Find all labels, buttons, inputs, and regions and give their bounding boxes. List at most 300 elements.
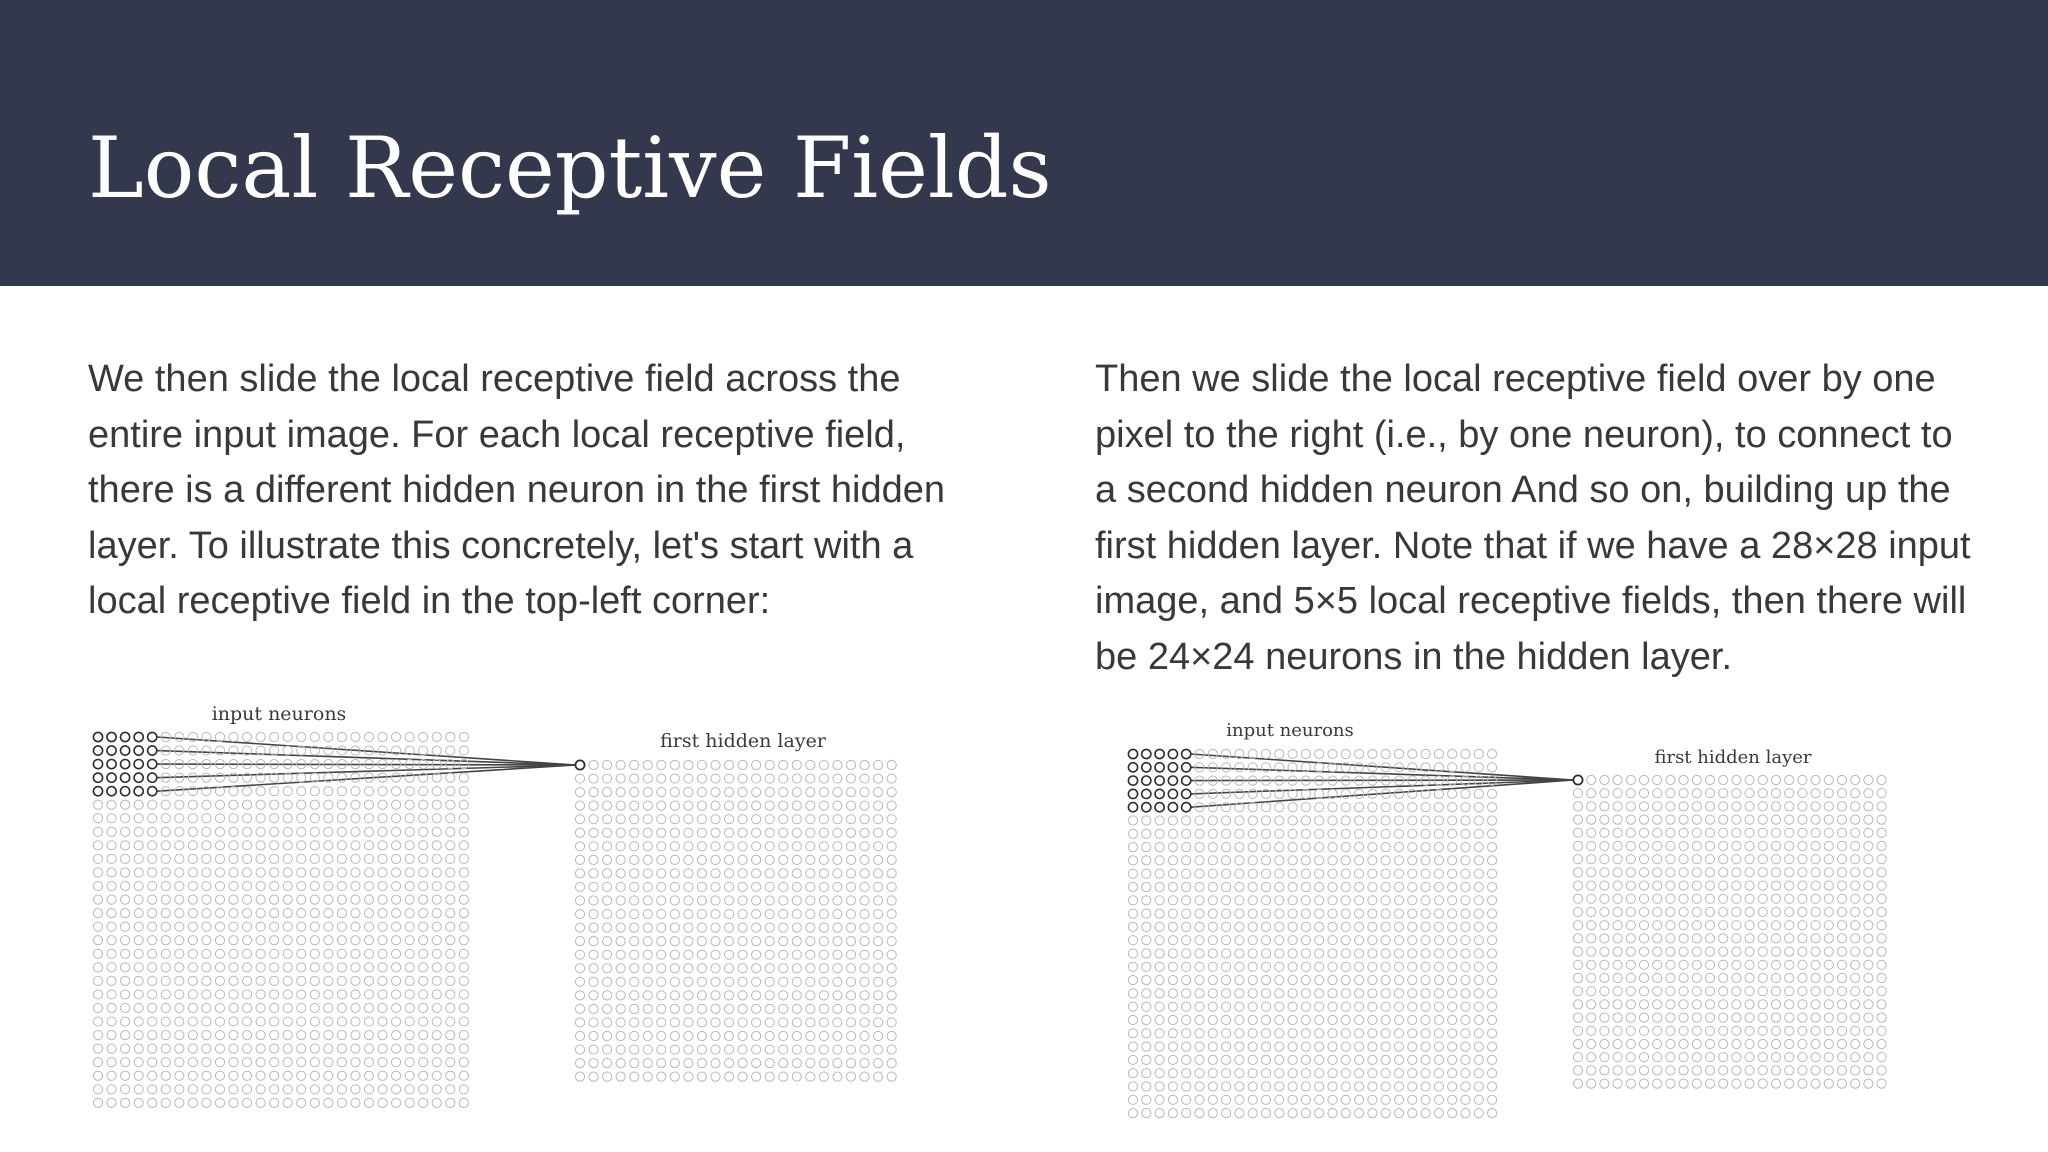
receptive-field-neuron — [1142, 763, 1151, 772]
hidden-neuron — [1573, 987, 1582, 996]
hidden-neuron — [1771, 934, 1780, 943]
hidden-neuron — [630, 774, 639, 783]
input-neuron — [270, 1098, 279, 1107]
hidden-neuron — [765, 1004, 774, 1013]
hidden-neuron — [684, 855, 693, 864]
hidden-neuron — [670, 950, 679, 959]
input-neuron — [1448, 829, 1457, 838]
input-neuron — [459, 1071, 468, 1080]
input-neuron — [229, 1085, 238, 1094]
hidden-neuron — [670, 828, 679, 837]
hidden-neuron — [575, 855, 584, 864]
input-neuron — [1288, 1109, 1297, 1118]
input-neuron — [324, 949, 333, 958]
hidden-neuron — [1587, 894, 1596, 903]
input-neuron — [1195, 922, 1204, 931]
hidden-neuron — [1705, 881, 1714, 890]
hidden-neuron — [846, 896, 855, 905]
hidden-neuron — [738, 964, 747, 973]
input-neuron — [1142, 1069, 1151, 1078]
hidden-neuron — [1626, 907, 1635, 916]
input-neuron — [175, 895, 184, 904]
hidden-neuron — [1745, 987, 1754, 996]
input-neuron — [351, 827, 360, 836]
hidden-neuron — [1600, 815, 1609, 824]
input-neuron — [1381, 1082, 1390, 1091]
hidden-neuron — [1679, 802, 1688, 811]
input-neuron — [107, 1098, 116, 1107]
input-neuron — [1168, 816, 1177, 825]
receptive-field-neuron — [107, 760, 116, 769]
input-neuron — [1341, 1002, 1350, 1011]
hidden-neuron — [1626, 775, 1635, 784]
hidden-neuron — [874, 842, 883, 851]
input-neuron — [1275, 896, 1284, 905]
input-neuron — [1408, 1055, 1417, 1064]
input-neuron — [351, 800, 360, 809]
hidden-neuron — [874, 1072, 883, 1081]
input-neuron — [337, 949, 346, 958]
input-neuron — [1248, 803, 1257, 812]
input-neuron — [148, 936, 157, 945]
input-neuron — [432, 881, 441, 890]
input-neuron — [1128, 1015, 1137, 1024]
hidden-neuron — [1877, 1053, 1886, 1062]
input-neuron — [93, 800, 102, 809]
hidden-neuron — [1851, 907, 1860, 916]
hidden-neuron — [1600, 1053, 1609, 1062]
hidden-neuron — [738, 855, 747, 864]
input-neuron — [1288, 1055, 1297, 1064]
hidden-neuron — [819, 1004, 828, 1013]
hidden-neuron — [575, 828, 584, 837]
hidden-neuron — [752, 937, 761, 946]
hidden-neuron — [874, 1004, 883, 1013]
input-neuron — [1248, 922, 1257, 931]
hidden-neuron — [1679, 841, 1688, 850]
hidden-neuron — [697, 801, 706, 810]
hidden-neuron — [752, 774, 761, 783]
input-neuron — [121, 1031, 130, 1040]
hidden-neuron — [575, 937, 584, 946]
hidden-neuron — [1666, 789, 1675, 798]
input-neuron — [1168, 1082, 1177, 1091]
input-neuron — [446, 881, 455, 890]
input-neuron — [1474, 1029, 1483, 1038]
hidden-neuron — [1745, 1053, 1754, 1062]
hidden-neuron — [792, 788, 801, 797]
input-neuron — [161, 841, 170, 850]
hidden-neuron — [1851, 947, 1860, 956]
input-neuron — [364, 881, 373, 890]
hidden-neuron — [887, 909, 896, 918]
input-neuron — [229, 963, 238, 972]
hidden-neuron — [1679, 828, 1688, 837]
input-neuron — [1235, 1069, 1244, 1078]
input-neuron — [1248, 856, 1257, 865]
input-neuron — [337, 787, 346, 796]
input-neuron — [378, 1071, 387, 1080]
input-neuron — [1235, 922, 1244, 931]
hidden-neuron — [1745, 841, 1754, 850]
hidden-neuron — [1666, 802, 1675, 811]
hidden-neuron — [1758, 960, 1767, 969]
input-neuron — [297, 881, 306, 890]
input-neuron — [364, 922, 373, 931]
hidden-neuron — [738, 1045, 747, 1054]
input-neuron — [161, 976, 170, 985]
hidden-neuron — [1798, 828, 1807, 837]
hidden-neuron — [589, 909, 598, 918]
input-neuron — [1328, 936, 1337, 945]
input-neuron — [283, 746, 292, 755]
hidden-neuron — [1771, 881, 1780, 890]
input-neuron — [1368, 909, 1377, 918]
hidden-neuron — [1785, 775, 1794, 784]
hidden-neuron — [643, 977, 652, 986]
hidden-neuron — [1679, 855, 1688, 864]
hidden-neuron — [1837, 973, 1846, 982]
input-neuron — [1448, 1069, 1457, 1078]
input-neuron — [1168, 1095, 1177, 1104]
input-neuron — [1394, 1055, 1403, 1064]
hidden-neuron — [603, 774, 612, 783]
hidden-neuron — [1811, 789, 1820, 798]
input-neuron — [1341, 936, 1350, 945]
input-neuron — [1261, 869, 1270, 878]
hidden-neuron — [1600, 973, 1609, 982]
input-neuron — [134, 881, 143, 890]
input-neuron — [1301, 1029, 1310, 1038]
input-neuron — [392, 787, 401, 796]
hidden-neuron — [765, 1031, 774, 1040]
hidden-neuron — [670, 896, 679, 905]
input-neuron — [1222, 763, 1231, 772]
input-neuron — [459, 827, 468, 836]
input-neuron — [1248, 749, 1257, 758]
input-neuron — [1328, 896, 1337, 905]
input-neuron — [364, 868, 373, 877]
hidden-neuron — [1587, 855, 1596, 864]
hidden-neuron — [1666, 775, 1675, 784]
hidden-neuron — [1745, 815, 1754, 824]
hidden-neuron — [1837, 868, 1846, 877]
hidden-neuron — [603, 1018, 612, 1027]
hidden-neuron — [1864, 960, 1873, 969]
input-neuron — [432, 922, 441, 931]
input-neuron — [297, 1058, 306, 1067]
receptive-field-neuron — [121, 760, 130, 769]
input-neuron — [1288, 909, 1297, 918]
input-neuron — [1381, 936, 1390, 945]
hidden-neuron — [860, 977, 869, 986]
hidden-neuron — [765, 882, 774, 891]
hidden-neuron — [806, 991, 815, 1000]
input-neuron — [202, 922, 211, 931]
hidden-neuron — [1864, 973, 1873, 982]
input-neuron — [1355, 1015, 1364, 1024]
hidden-neuron — [1692, 815, 1701, 824]
hidden-neuron — [1587, 789, 1596, 798]
input-neuron — [256, 1003, 265, 1012]
hidden-neuron — [1837, 1079, 1846, 1088]
input-neuron — [242, 922, 251, 931]
input-neuron — [242, 841, 251, 850]
hidden-neuron — [1613, 987, 1622, 996]
input-neuron — [242, 1017, 251, 1026]
input-neuron — [1408, 1029, 1417, 1038]
input-neuron — [1474, 962, 1483, 971]
hidden-neuron — [752, 1045, 761, 1054]
hidden-neuron — [1758, 802, 1767, 811]
input-neuron — [148, 1017, 157, 1026]
hidden-neuron — [603, 815, 612, 824]
hidden-neuron — [752, 1031, 761, 1040]
input-neuron — [337, 746, 346, 755]
input-neuron — [202, 1017, 211, 1026]
hidden-neuron — [1679, 881, 1688, 890]
input-neuron — [1261, 936, 1270, 945]
hidden-neuron — [752, 815, 761, 824]
hidden-neuron — [684, 774, 693, 783]
input-neuron — [161, 1017, 170, 1026]
hidden-neuron — [1837, 1053, 1846, 1062]
hidden-neuron — [738, 842, 747, 851]
hidden-neuron — [616, 882, 625, 891]
input-neuron — [1474, 1082, 1483, 1091]
hidden-neuron — [1798, 1039, 1807, 1048]
input-neuron — [1421, 962, 1430, 971]
input-neuron — [392, 1098, 401, 1107]
input-neuron — [134, 1017, 143, 1026]
hidden-neuron — [1771, 907, 1780, 916]
hidden-neuron — [1864, 921, 1873, 930]
hidden-neuron — [874, 774, 883, 783]
hidden-neuron — [589, 977, 598, 986]
hidden-neuron — [1798, 894, 1807, 903]
input-neuron — [364, 1098, 373, 1107]
input-neuron — [107, 854, 116, 863]
input-neuron — [242, 1098, 251, 1107]
input-neuron — [1248, 949, 1257, 958]
hidden-neuron — [684, 1031, 693, 1040]
hidden-neuron — [657, 869, 666, 878]
input-neuron — [188, 990, 197, 999]
input-neuron — [1448, 922, 1457, 931]
hidden-neuron — [711, 788, 720, 797]
input-neuron — [148, 922, 157, 931]
input-neuron — [1261, 1029, 1270, 1038]
input-neuron — [1328, 976, 1337, 985]
hidden-neuron — [1771, 987, 1780, 996]
input-neuron — [1288, 829, 1297, 838]
input-neuron — [188, 800, 197, 809]
hidden-neuron — [711, 1018, 720, 1027]
receptive-field-neuron — [148, 760, 157, 769]
hidden-neuron — [792, 991, 801, 1000]
input-neuron — [310, 854, 319, 863]
input-neuron — [432, 732, 441, 741]
hidden-neuron — [670, 964, 679, 973]
input-neuron — [1235, 989, 1244, 998]
hidden-neuron — [670, 774, 679, 783]
input-neuron — [161, 1031, 170, 1040]
input-neuron — [310, 909, 319, 918]
input-neuron — [297, 1098, 306, 1107]
input-neuron — [310, 1098, 319, 1107]
hidden-neuron — [1877, 789, 1886, 798]
input-neuron — [1168, 896, 1177, 905]
input-neuron — [1222, 909, 1231, 918]
hidden-neuron — [724, 977, 733, 986]
input-neuron — [419, 800, 428, 809]
input-neuron — [229, 787, 238, 796]
hidden-neuron — [806, 788, 815, 797]
input-neuron — [378, 895, 387, 904]
input-neuron — [1315, 882, 1324, 891]
receptive-field-neuron — [148, 746, 157, 755]
input-neuron — [256, 800, 265, 809]
input-neuron — [1381, 843, 1390, 852]
hidden-neuron — [697, 1004, 706, 1013]
input-neuron — [1315, 803, 1324, 812]
input-neuron — [405, 1071, 414, 1080]
input-neuron — [107, 949, 116, 958]
input-neuron — [161, 868, 170, 877]
hidden-neuron — [752, 991, 761, 1000]
input-neuron — [1222, 1002, 1231, 1011]
input-neuron — [148, 1098, 157, 1107]
input-neuron — [256, 922, 265, 931]
input-neuron — [1355, 909, 1364, 918]
hidden-neuron — [1705, 1066, 1714, 1075]
input-neuron — [1488, 962, 1497, 971]
input-neuron-grid — [93, 732, 468, 1107]
input-neuron — [1381, 896, 1390, 905]
input-neuron — [337, 814, 346, 823]
input-neuron — [256, 909, 265, 918]
input-neuron — [419, 976, 428, 985]
hidden-neuron — [860, 882, 869, 891]
hidden-neuron — [1837, 815, 1846, 824]
hidden-neuron — [1692, 1079, 1701, 1088]
hidden-neuron — [792, 937, 801, 946]
input-neuron — [283, 1085, 292, 1094]
input-neuron — [1394, 896, 1403, 905]
input-neuron — [107, 1085, 116, 1094]
hidden-neuron — [1732, 789, 1741, 798]
input-neuron — [1461, 789, 1470, 798]
hidden-neuron — [1692, 855, 1701, 864]
input-neuron — [229, 881, 238, 890]
input-neuron — [1222, 1055, 1231, 1064]
input-neuron — [1222, 1109, 1231, 1118]
input-neuron — [161, 963, 170, 972]
input-neuron — [242, 854, 251, 863]
hidden-neuron — [874, 855, 883, 864]
hidden-neuron — [1732, 828, 1741, 837]
input-neuron — [256, 841, 265, 850]
hidden-neuron — [711, 991, 720, 1000]
input-neuron — [1421, 1082, 1430, 1091]
hidden-neuron — [1877, 1066, 1886, 1075]
input-neuron — [134, 895, 143, 904]
input-neuron — [364, 1058, 373, 1067]
input-neuron — [283, 827, 292, 836]
input-neuron — [175, 841, 184, 850]
hidden-neuron — [1824, 802, 1833, 811]
input-neuron — [351, 814, 360, 823]
hidden-neuron — [724, 801, 733, 810]
input-neuron — [1381, 816, 1390, 825]
input-neuron — [242, 1003, 251, 1012]
input-neuron — [1208, 949, 1217, 958]
hidden-neuron — [765, 909, 774, 918]
hidden-neuron — [1679, 973, 1688, 982]
input-neuron — [1261, 829, 1270, 838]
hidden-neuron — [575, 964, 584, 973]
receptive-field-neuron — [134, 787, 143, 796]
input-neuron — [1235, 1029, 1244, 1038]
input-neuron — [1182, 856, 1191, 865]
input-neuron — [310, 1031, 319, 1040]
input-neuron — [134, 1085, 143, 1094]
hidden-neuron — [616, 760, 625, 769]
input-neuron — [310, 800, 319, 809]
hidden-neuron — [697, 964, 706, 973]
hidden-neuron — [1771, 1053, 1780, 1062]
input-neuron — [1355, 1042, 1364, 1051]
input-neuron — [161, 1085, 170, 1094]
input-neuron — [1355, 869, 1364, 878]
hidden-neuron — [724, 1018, 733, 1027]
hidden-neuron — [765, 1045, 774, 1054]
input-neuron — [324, 1044, 333, 1053]
input-neuron — [1301, 976, 1310, 985]
hidden-neuron — [603, 855, 612, 864]
hidden-neuron — [1692, 1026, 1701, 1035]
hidden-neuron — [1851, 841, 1860, 850]
input-neuron — [188, 1003, 197, 1012]
input-neuron — [1315, 962, 1324, 971]
hidden-neuron — [616, 801, 625, 810]
input-neuron — [93, 976, 102, 985]
hidden-neuron — [1837, 855, 1846, 864]
input-neuron — [1182, 896, 1191, 905]
input-neuron — [229, 895, 238, 904]
input-neuron — [1195, 882, 1204, 891]
input-neuron — [1328, 843, 1337, 852]
input-neuron — [215, 1031, 224, 1040]
receptive-field-neuron — [107, 787, 116, 796]
hidden-neuron — [874, 882, 883, 891]
input-neuron — [419, 732, 428, 741]
hidden-neuron — [1719, 1053, 1728, 1062]
input-neuron — [215, 909, 224, 918]
input-neuron — [432, 814, 441, 823]
input-neuron — [215, 773, 224, 782]
input-neuron — [310, 1071, 319, 1080]
hidden-neuron — [1771, 947, 1780, 956]
hidden-neuron — [1864, 881, 1873, 890]
hidden-neuron — [711, 828, 720, 837]
input-neuron — [1142, 962, 1151, 971]
input-neuron — [1394, 909, 1403, 918]
hidden-neuron — [711, 977, 720, 986]
hidden-neuron — [643, 882, 652, 891]
hidden-neuron — [1785, 802, 1794, 811]
input-neuron — [1275, 1109, 1284, 1118]
